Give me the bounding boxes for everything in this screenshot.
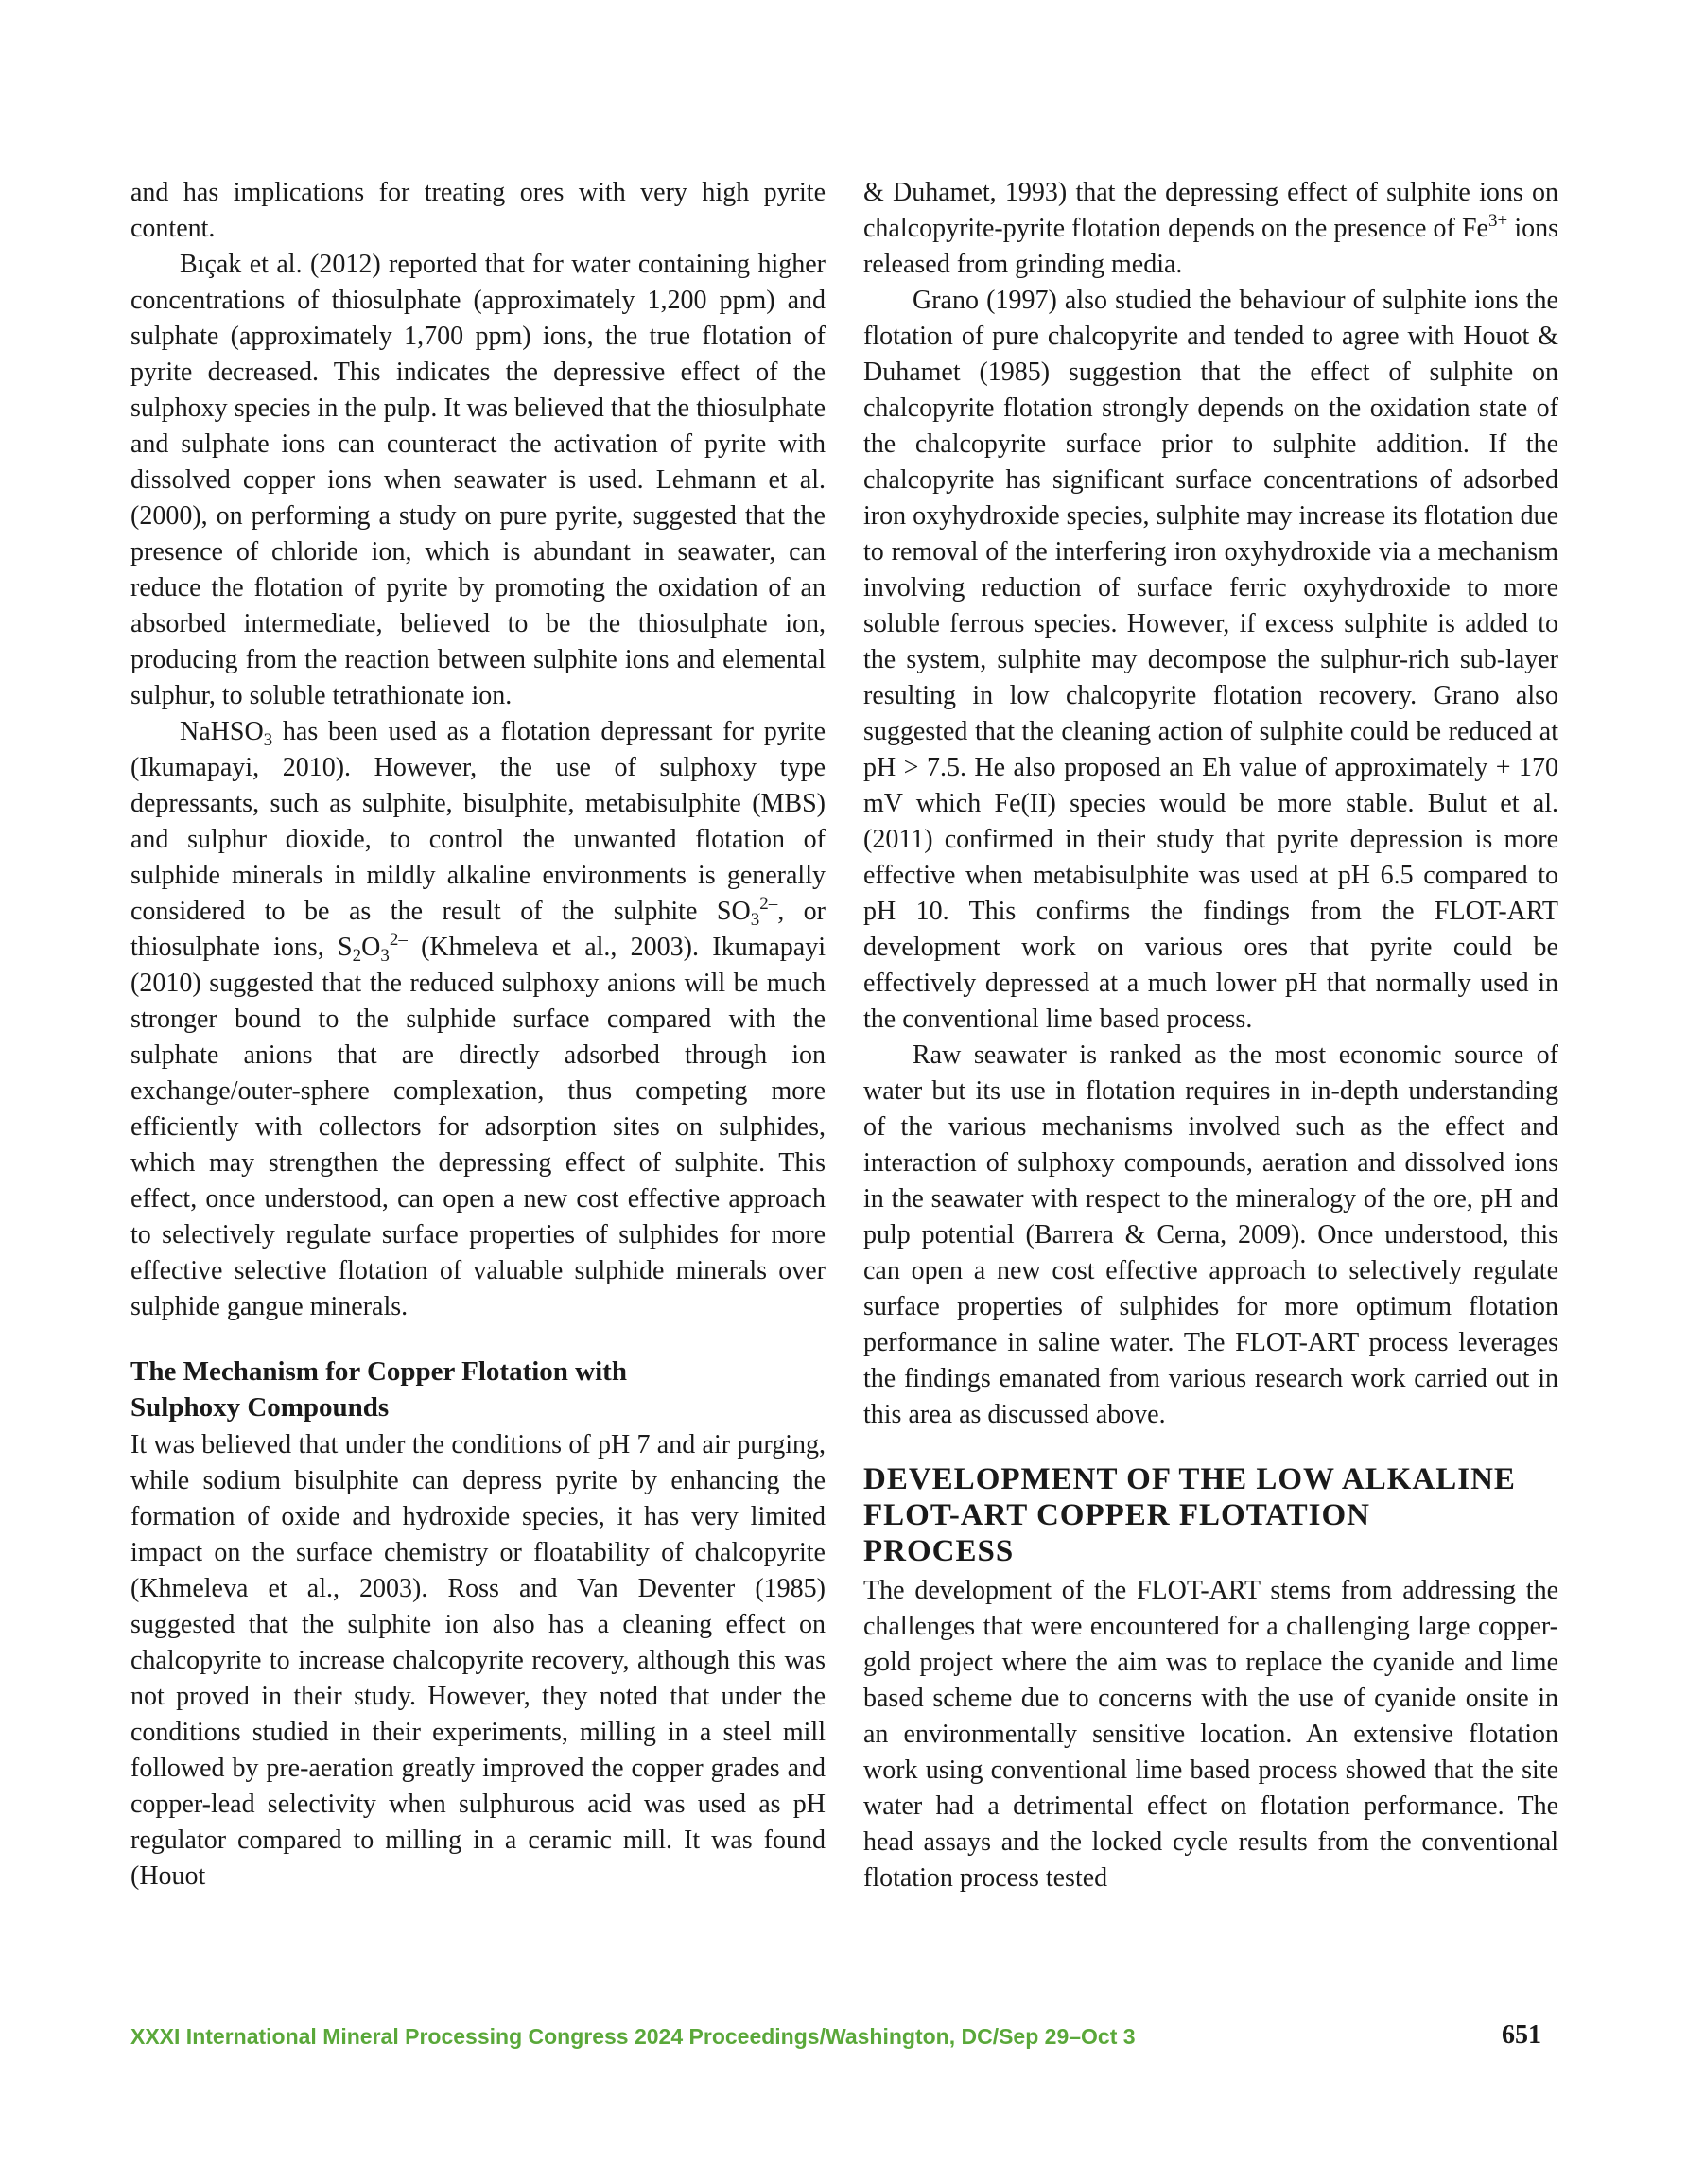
superscript: 3+ xyxy=(1487,211,1508,231)
subsection-heading-line: Sulphoxy Compounds xyxy=(130,1392,390,1423)
body-paragraph: Raw seawater is ranked as the most economic source of water but its use in flotation requires in in-depth understanding of the various mechanisms involved such as the effect and interaction of sulphoxy compounds, aeration and dissolved ions in the seawater with respect to the mineralogy of the ore, pH and pulp potential (Barrera & Cerna, 2009). Once understood, this can open a new cost effective approach to selectively regulate surface properties of sulphides for more optimum flotation performance in saline water. The FLOT-ART process leverages the findings emanated from various research work carried out in this area as discussed above. xyxy=(863,1040,1558,1429)
section-heading-line: DEVELOPMENT OF THE LOW ALKALINE xyxy=(863,1462,1516,1496)
text-run: has been used as a flotation depressant for pyrite (Ikumapayi, 2010). However, the use of sulphoxy type depressants, such as sulphite, bisulphite, metabisulphite (MBS) and sulphur dioxide, to control the unwanted flotation of sulphide minerals in mildly alkaline environments is generally considered to be as the result of the sulphite SO xyxy=(130,717,826,926)
body-paragraph: Bıçak et al. (2012) reported that for water containing higher concentrations of thiosulphate (approximately 1,200 ppm) and sulphate (approximately 1,700 ppm) ions, the true flotation of pyrite decreased. This indicates the depressive effect of the sulphoxy species in the pulp. It was believed that the thiosulphate and sulphate ions can counteract the activation of pyrite with dissolved copper ions when seawater is used. Lehmann et al. (2000), on performing a study on pure pyrite, suggested that the presence of chloride ion, which is abundant in seawater, can reduce the flotation of pyrite by promoting the oxidation of an absorbed intermediate, believed to be the thiosulphate ion, producing from the reaction between sulphite ions and elemental sulphur, to soluble tetrathionate ion. xyxy=(130,250,826,710)
page-number: 651 xyxy=(1502,2020,1541,2050)
subscript: 3 xyxy=(263,730,273,750)
running-footer: XXXI International Mineral Processing Congress 2024 Proceedings/Washington, DC/Sep 29–Oct 3 xyxy=(130,2024,1136,2049)
body-paragraph: The development of the FLOT-ART stems from addressing the challenges that were encountered for a challenging large copper-gold project where the aim was to replace the cyanide and lime based scheme due to concerns with the use of cyanide onsite in an environmentally sensitive location. An extensive flotation work using conventional lime based process showed that the site water had a detrimental effect on flotation performance. The head assays and the locked cycle results from the conventional flotation process tested xyxy=(863,1576,1558,1893)
subscript: 3 xyxy=(750,910,760,930)
subscript: 3 xyxy=(380,946,390,966)
section-heading-line: FLOT-ART COPPER FLOTATION xyxy=(863,1498,1371,1532)
body-paragraph xyxy=(863,175,1558,283)
subsection-heading-line: The Mechanism for Copper Flotation with xyxy=(130,1356,627,1387)
text-run: ions released from grinding media. xyxy=(863,214,1558,279)
body-paragraph: Grano (1997) also studied the behaviour of sulphite ions the flotation of pure chalcopyrite and tended to agree with Houot & Duhamet (1985) suggestion that the effect of sulphite on chalcopyrite flotation strongly depends on the oxidation state of the chalcopyrite surface prior to sulphite addition. If the chalcopyrite has significant surface concentrations of adsorbed iron oxyhydroxide species, sulphite may increase its flotation due to removal of the interfering iron oxyhydroxide via a mechanism involving reduction of surface ferric oxyhydroxide to more soluble ferrous species. However, if excess sulphite is added to the system, sulphite may decompose the sulphur-rich sub-layer resulting in low chalcopyrite flotation recovery. Grano also suggested that the cleaning action of sulphite could be reduced at pH > 7.5. He also proposed an Eh value of approximately + 170 mV which Fe(II) species would be more stable. Bulut et al. (2011) confirmed in their study that pyrite depression is more effective when metabisulphite was used at pH 6.5 compared to pH 10. This confirms the findings from the FLOT-ART development work on various ores that pyrite could be effectively depressed at a much lower pH that normally used in the conventional lime based process. xyxy=(863,286,1558,1034)
body-paragraph xyxy=(130,714,826,1325)
body-paragraph: and has implications for treating ores with very high pyrite content. xyxy=(130,178,826,243)
superscript: 2– xyxy=(389,930,408,950)
text-run: (Khmeleva et al., 2003). Ikumapayi (2010) suggested that the reduced sulphoxy anions will be much stronger bound to the sulphide surface compared with the sulphate anions that are directly adsorbed through ion exchange/outer-sphere complexation, thus competing more efficiently with collectors for adsorption sites on sulphides, which may strengthen the depressing effect of sulphite. This effect, once understood, can open a new cost effective approach to selectively regulate surface properties of sulphides for more effective selective flotation of valuable sulphide minerals over sulphide gangue minerals. xyxy=(130,933,826,1321)
text-run: , or thiosulphate ions, S xyxy=(130,897,826,962)
section-heading-line: PROCESS xyxy=(863,1534,1015,1568)
subscript: 2 xyxy=(352,946,362,966)
subsection-heading xyxy=(130,1354,826,1425)
text-run: & Duhamet, 1993) that the depressing effect of sulphite ions on chalcopyrite-pyrite flotation depends on the presence of Fe xyxy=(863,178,1558,243)
text-run: NaHSO xyxy=(180,717,264,746)
text-run: O xyxy=(361,933,381,962)
section-heading xyxy=(863,1461,1558,1569)
body-paragraph: It was believed that under the conditions of pH 7 and air purging, while sodium bisulphite can depress pyrite by enhancing the formation of oxide and hydroxide species, it has very limited impact on the surface chemistry or floatability of chalcopyrite (Khmeleva et al., 2003). Ross and Van Deventer (1985) suggested that the sulphite ion also has a cleaning effect on chalcopyrite to increase chalcopyrite recovery, although this was not proved in their study. However, they noted that under the conditions studied in their experiments, milling in a steel mill followed by pre-aeration greatly improved the copper grades and copper-lead selectivity when sulphurous acid was used as pH regulator compared to milling in a ceramic mill. It was found (Houot xyxy=(130,1430,826,1891)
superscript: 2– xyxy=(759,894,778,914)
left-column xyxy=(130,175,826,1895)
right-column xyxy=(863,175,1558,1896)
